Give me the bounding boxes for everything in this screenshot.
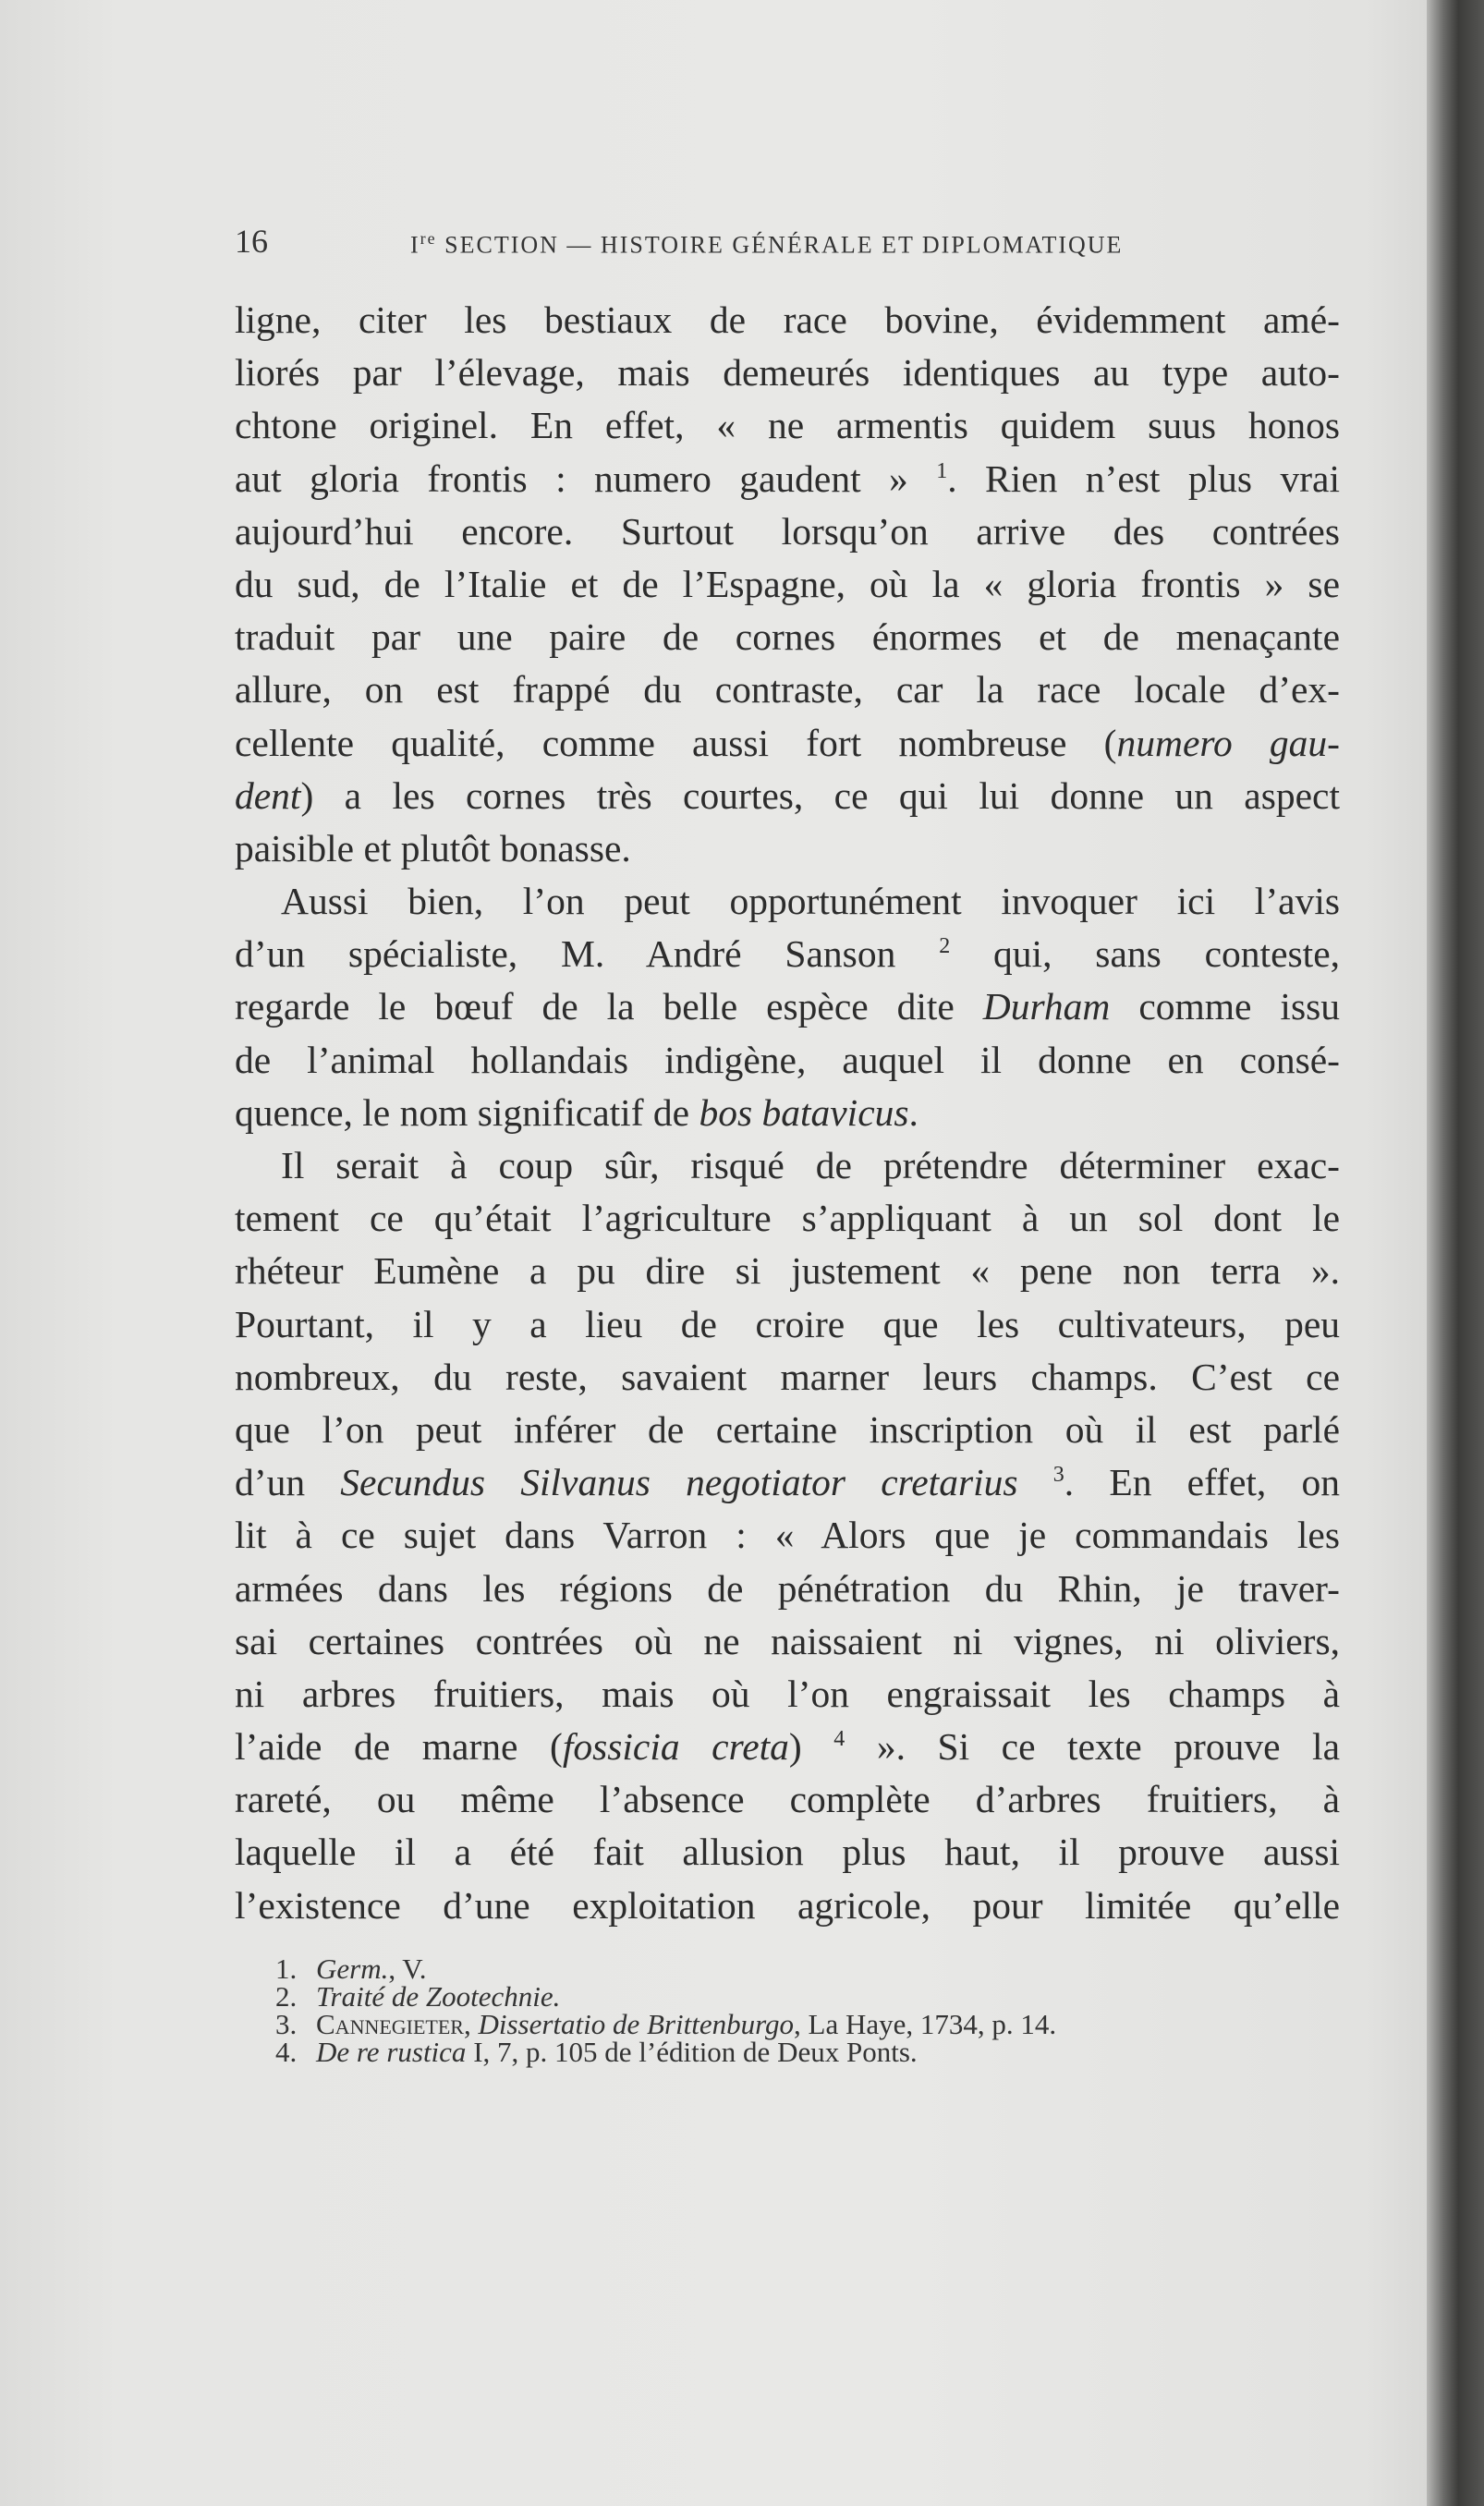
footnote-text: , V. bbox=[388, 1952, 427, 1985]
running-head-text: SECTION — HISTOIRE GÉNÉRALE ET DIPLOMATIQUE bbox=[436, 231, 1124, 259]
italic-fragment: fossicia creta bbox=[562, 1725, 789, 1769]
text-line: rhéteur Eumène a pu dire si justement « pene non terra ». bbox=[235, 1249, 1340, 1293]
text-line: rareté, ou même l’absence complète d’arbres fruitiers, à bbox=[235, 1778, 1340, 1821]
running-head-sup: re bbox=[420, 229, 437, 248]
text-line: nombreux, du reste, savaient marner leurs champs. C’est ce bbox=[235, 1355, 1340, 1398]
footnote-ref: 3 bbox=[1052, 1463, 1064, 1488]
text-fragment: ) bbox=[300, 773, 314, 817]
text-line: que l’on peut inférer de certaine inscription où il est parlé bbox=[235, 1407, 1340, 1451]
text-line bbox=[235, 1456, 1340, 1509]
body-text bbox=[235, 294, 1340, 1932]
text-line bbox=[235, 453, 1340, 505]
footnote-text: I, 7, p. 105 de l’édition de Deux Ponts. bbox=[466, 2036, 918, 2068]
footnote-text: , La Haye, 1734, p. 14. bbox=[794, 2008, 1057, 2040]
text-fragment: qui, sans conteste, bbox=[950, 932, 1340, 976]
text-line: allure, on est frappé du contraste, car la race locale d’ex- bbox=[235, 668, 1340, 712]
footnote bbox=[275, 1980, 1310, 2013]
text-line: liorés par l’élevage, mais demeurés identiques au type auto- bbox=[235, 351, 1340, 395]
text-line: Il serait à coup sûr, risqué de prétendre déterminer exac- bbox=[281, 1144, 1340, 1186]
italic-fragment: Secundus Silvanus negotiator cretarius bbox=[340, 1461, 1018, 1504]
text-line: chtone originel. En effet, « ne armentis quidem suus honos bbox=[235, 404, 1340, 447]
footnote-italic: Traité de Zootechnie. bbox=[316, 1980, 561, 2013]
text-fragment: d’un bbox=[235, 1461, 341, 1504]
text-fragment: l’aide de marne ( bbox=[235, 1725, 563, 1769]
text-fragment: aut gloria frontis : numero gaudent » bbox=[235, 456, 908, 500]
text-fragment: . Rien n’est plus vrai bbox=[947, 456, 1340, 500]
text-line bbox=[235, 717, 1340, 770]
footnote-number: 3. bbox=[275, 2008, 298, 2040]
text-fragment: . bbox=[908, 1090, 918, 1134]
text-fragment: comme issu bbox=[1110, 985, 1340, 1028]
text-line: traduit par une paire de cornes énormes et de menaçante bbox=[235, 615, 1340, 659]
footnote-ref: 2 bbox=[939, 934, 951, 959]
text-fragment: cellente qualité, comme aussi fort nombreuse ( bbox=[235, 721, 1117, 764]
text-line: armées dans les régions de pénétration du Rhin, je traver- bbox=[235, 1566, 1340, 1610]
text-line: Pourtant, il y a lieu de croire que les cultivateurs, peu bbox=[235, 1302, 1340, 1345]
text-fragment: quence, le nom significatif de bbox=[235, 1090, 699, 1134]
text-line bbox=[235, 1721, 1340, 1773]
footnote-number: 4. bbox=[275, 2036, 298, 2068]
footnote: 3. Cannegieter, Dissertatio de Brittenburgo, La Haye, 1734, p. 14. bbox=[275, 2008, 1057, 2040]
footnote bbox=[275, 2038, 1310, 2066]
footnote-number: 1. bbox=[275, 1952, 298, 1985]
text-line: l’existence d’une exploitation agricole, pour limitée qu’elle bbox=[235, 1883, 1340, 1927]
text-fragment: regarde le bœuf de la belle espèce dite bbox=[235, 985, 983, 1028]
footnote-italic: De re rustica bbox=[316, 2036, 467, 2068]
footnote bbox=[275, 1952, 1310, 1985]
text-line bbox=[235, 928, 1340, 980]
text-fragment: ». Si ce texte prouve la bbox=[845, 1725, 1340, 1769]
text-line: dent) a les cornes très courtes, ce qui lui donne un aspect bbox=[235, 773, 1340, 817]
footnote-italic: Germ. bbox=[316, 1952, 389, 1985]
text-line: lit à ce sujet dans Varron : « Alors que je commandais les bbox=[235, 1514, 1340, 1557]
footnote-ref: 1 bbox=[936, 458, 948, 483]
page-number: 16 bbox=[235, 223, 268, 260]
text-fragment: d’un spécialiste, M. André Sanson bbox=[235, 932, 896, 976]
footnotes bbox=[275, 1952, 1310, 2068]
italic-fragment: dent bbox=[235, 773, 301, 817]
text-line bbox=[235, 1087, 1340, 1139]
text-line: de l’animal hollandais indigène, auquel il donne en consé- bbox=[235, 1038, 1340, 1081]
text-line bbox=[235, 980, 1340, 1033]
text-line: Aussi bien, l’on peut opportunément invoquer ici l’avis bbox=[281, 880, 1340, 923]
footnote-italic: Dissertatio de Brittenburgo bbox=[478, 2008, 795, 2040]
running-head-roman: I bbox=[410, 231, 420, 259]
text-line: sai certaines contrées où ne naissaient ni vignes, ni oliviers, bbox=[235, 1619, 1340, 1662]
text-fragment: . En effet, on bbox=[1064, 1461, 1341, 1504]
italic-fragment: numero gau- bbox=[1116, 721, 1340, 764]
text-line: ligne, citer les bestiaux de race bovine, évidemment amé- bbox=[235, 298, 1340, 341]
italic-fragment: Durham bbox=[982, 985, 1111, 1028]
text-line: paisible et plutôt bonasse. bbox=[235, 826, 631, 870]
footnote-author: Cannegieter bbox=[316, 2008, 464, 2040]
text-line: tement ce qu’était l’agriculture s’appliquant à un sol dont le bbox=[235, 1197, 1340, 1240]
text-line: aujourd’hui encore. Surtout lorsqu’on arrive des contrées bbox=[235, 509, 1340, 553]
footnote-ref: 4 bbox=[833, 1727, 845, 1752]
text-fragment: ) bbox=[788, 1725, 834, 1769]
page-edge-shadow bbox=[1427, 0, 1484, 2506]
italic-fragment: bos batavicus bbox=[699, 1090, 909, 1134]
text-line: du sud, de l’Italie et de l’Espagne, où la « gloria frontis » se bbox=[235, 562, 1340, 605]
text-line: ni arbres fruitiers, mais où l’on engraissait les champs à bbox=[235, 1672, 1340, 1715]
footnote-number: 2. bbox=[275, 1980, 298, 2013]
running-head-title bbox=[410, 229, 1123, 260]
text-line: laquelle il a été fait allusion plus haut, il prouve aussi bbox=[235, 1831, 1340, 1874]
